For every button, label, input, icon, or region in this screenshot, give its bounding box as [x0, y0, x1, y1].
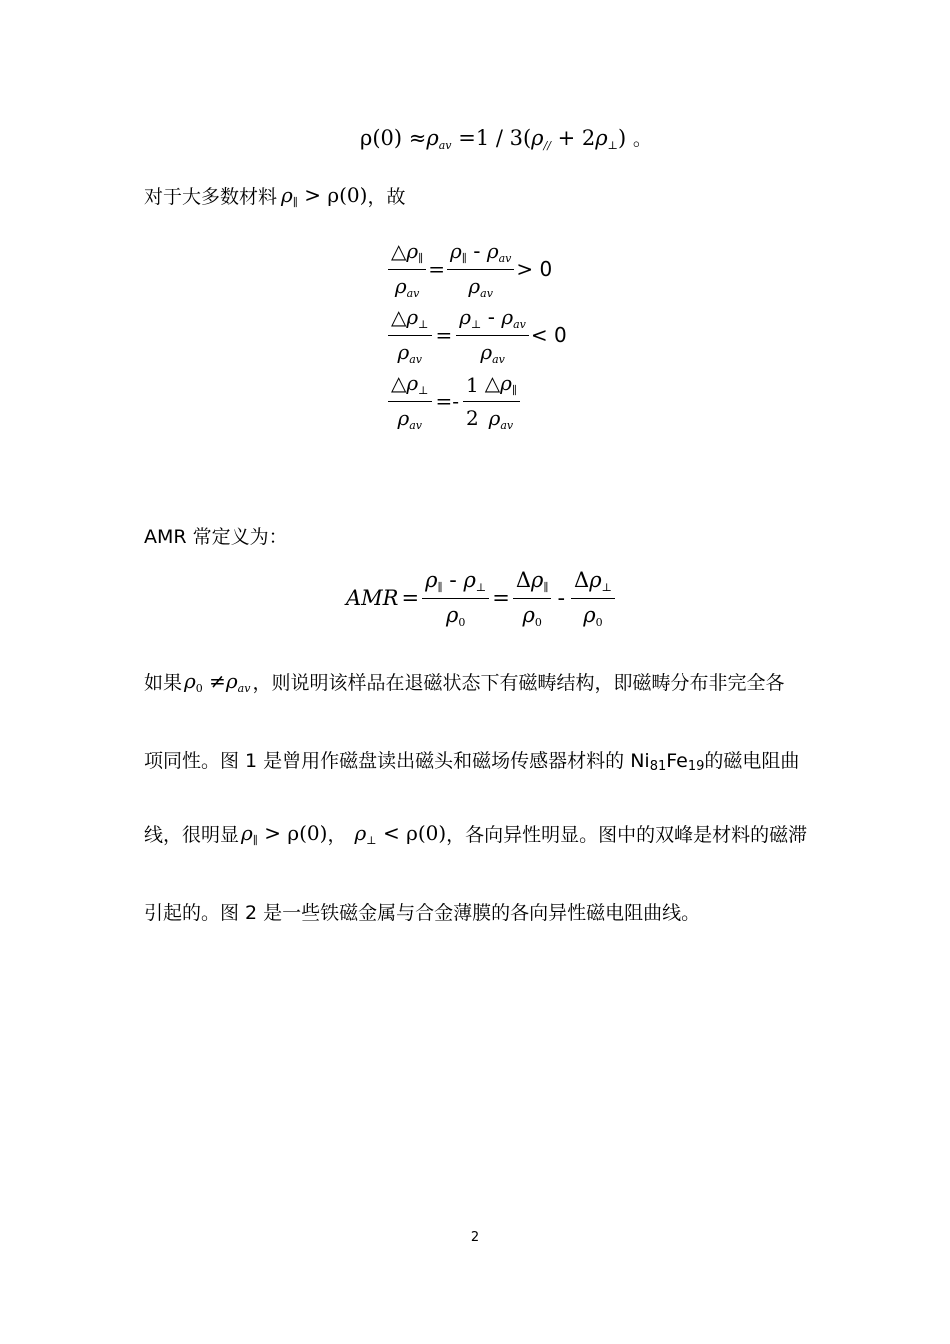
not-equal-sign: ≠ — [209, 668, 226, 693]
equals-sign: = — [435, 323, 453, 347]
approx-sign: ≈ — [408, 126, 427, 150]
equation-rho-zero — [360, 124, 652, 152]
delta-symbol: △ — [391, 238, 407, 263]
fraction — [422, 568, 489, 629]
rho-symbol: ρ — [281, 182, 293, 207]
delta-symbol: △ — [391, 370, 407, 395]
sub-av: av — [406, 286, 420, 300]
amr-intro — [144, 522, 288, 549]
minus-sign: - — [487, 304, 495, 329]
rho-symbol: ρ — [459, 304, 472, 329]
text-line-most-materials — [144, 182, 405, 209]
rho-symbol: ρ — [583, 602, 596, 627]
sub-av: av — [500, 418, 514, 432]
text: 线，很明显 — [144, 824, 240, 846]
sub-parallel: ∥ — [437, 580, 443, 594]
subscript-19: 19 — [687, 759, 705, 774]
lt-sign: < — [382, 820, 400, 845]
text-fe: Fe — [666, 750, 688, 772]
sub-parallel: ∥ — [543, 580, 549, 594]
minus-sign: - — [473, 238, 481, 263]
eq-row-1 — [388, 236, 567, 302]
sub-av: av — [438, 139, 452, 152]
sub-zero: 0 — [534, 615, 542, 629]
fraction — [388, 239, 426, 300]
rho-symbol: ρ — [486, 238, 499, 263]
rho-symbol: ρ — [426, 126, 439, 150]
sub-perp: ⊥ — [418, 383, 429, 397]
close-paren: ) — [617, 126, 627, 150]
fraction — [388, 305, 432, 366]
eq-row-2 — [388, 302, 567, 368]
text: ，则说明该样品在退磁状态下有磁畴结构，即磁畴分布非完全各 — [252, 672, 785, 694]
rho-symbol: ρ — [225, 668, 238, 693]
para-line-4 — [144, 898, 700, 925]
text: 如果 — [144, 672, 183, 694]
equals-sign: = — [492, 586, 510, 610]
sub-zero: 0 — [458, 615, 466, 629]
sub-parallel: ∥ — [461, 251, 467, 265]
sub-av: av — [409, 418, 423, 432]
rho-symbol: ρ — [425, 567, 438, 592]
sub-av: av — [409, 352, 423, 366]
fraction — [388, 371, 432, 432]
rho-symbol: ρ — [468, 273, 481, 298]
period: 。 — [632, 128, 652, 150]
gt-sign: > — [264, 820, 281, 845]
sub-av: av — [498, 251, 512, 265]
text: 引起的。图 2 是一些铁磁金属与合金薄膜的各向异性磁电阻曲线。 — [144, 902, 701, 924]
rho-symbol: ρ — [480, 339, 493, 364]
rho-symbol: ρ — [522, 602, 535, 627]
rho-symbol: ρ — [589, 567, 602, 592]
rho-symbol: ρ — [397, 405, 410, 430]
rho-symbol: ρ — [241, 820, 253, 845]
sub-perp: ⊥ — [418, 317, 429, 331]
para-line-2 — [144, 746, 799, 774]
text: ，各向异性明显。图中的双峰是材料的磁滞 — [446, 824, 808, 846]
rho-zero: ρ(0) — [360, 126, 403, 150]
rho-zero: ρ(0) — [287, 820, 328, 845]
fraction — [571, 568, 615, 629]
fraction-one-half — [463, 373, 482, 430]
amr-label: AMR — [346, 586, 399, 610]
rho-symbol: ρ — [531, 126, 544, 150]
fraction — [482, 371, 520, 432]
rho-symbol: ρ — [406, 304, 419, 329]
equals-sign: = — [428, 257, 446, 281]
rho-symbol: ρ — [397, 339, 410, 364]
rhs-gt-zero: > 0 — [516, 257, 553, 281]
rho-symbol: ρ — [406, 238, 419, 263]
sub-perp: ⊥ — [601, 580, 612, 594]
equals-sign: = — [401, 586, 420, 610]
sub-perp: ⊥ — [471, 317, 482, 331]
sub-parallel: // — [543, 139, 551, 152]
sub-zero: 0 — [195, 681, 203, 695]
rho-symbol: ρ — [501, 304, 514, 329]
sub-av: av — [513, 317, 526, 331]
page-number-text: 2 — [470, 1230, 480, 1245]
subscript-81: 81 — [649, 759, 667, 774]
text-before: 对于大多数材料 — [144, 186, 278, 208]
rho-symbol: ρ — [406, 370, 419, 395]
sub-av: av — [492, 352, 505, 366]
para-line-3 — [144, 820, 807, 847]
equals-minus: =- — [435, 389, 460, 413]
equation-block — [388, 236, 567, 434]
sub-parallel: ∥ — [511, 383, 518, 397]
sub-zero: 0 — [595, 615, 603, 629]
rho-symbol: ρ — [450, 238, 462, 263]
sub-parallel: ∥ — [252, 833, 258, 847]
sub-parallel: ∥ — [292, 195, 298, 209]
rho-zero: ρ(0) — [406, 820, 447, 845]
comma: ， — [327, 824, 347, 846]
plus-two: + 2 — [550, 126, 596, 150]
fraction — [513, 568, 552, 629]
inline-math-rho-par-gt — [281, 183, 367, 209]
sub-perp: ⊥ — [366, 833, 377, 847]
delta-symbol: △ — [391, 304, 407, 329]
rho-symbol: ρ — [354, 820, 367, 845]
text: 的磁电阻曲 — [704, 750, 800, 772]
eq-row-3 — [388, 368, 567, 434]
sub-av: av — [237, 681, 251, 695]
minus-sign: - — [449, 567, 457, 592]
amr-equation — [346, 565, 615, 631]
text: 项同性。图 1 是曾用作磁盘读出磁头和磁场传感器材料的 Ni — [144, 750, 650, 772]
inline-math-rho0-ne-rhoav — [184, 669, 250, 695]
inline-math-rho-par-gt — [241, 821, 327, 847]
sub-av: av — [480, 286, 493, 300]
sub-perp: ⊥ — [475, 580, 487, 594]
minus-sign: - — [557, 586, 566, 610]
rho-symbol: ρ — [488, 405, 501, 430]
amr-intro-text: AMR 常定义为： — [144, 526, 288, 548]
equals-one-third: =1 / 3( — [458, 126, 532, 150]
rho-symbol: ρ — [595, 126, 608, 150]
gt-sign: > — [304, 182, 321, 207]
fraction — [447, 239, 514, 300]
delta-symbol: Δ — [574, 567, 590, 592]
delta-symbol: △ — [484, 370, 501, 395]
delta-symbol: Δ — [515, 567, 531, 592]
numerator-one: 1 — [463, 373, 482, 402]
rho-symbol: ρ — [184, 668, 196, 693]
rhs-lt-zero: < 0 — [530, 323, 567, 347]
text-after: ，故 — [367, 186, 406, 208]
rho-zero: ρ(0) — [327, 182, 368, 207]
rho-symbol: ρ — [531, 567, 544, 592]
sub-perp: ⊥ — [607, 139, 618, 152]
fraction — [456, 305, 529, 366]
rho-symbol: ρ — [394, 273, 407, 298]
inline-math-rho-perp-lt — [354, 821, 446, 847]
denominator-two: 2 — [466, 405, 479, 430]
sub-parallel: ∥ — [418, 251, 424, 265]
rho-symbol: ρ — [500, 370, 512, 395]
rho-symbol: ρ — [445, 602, 459, 627]
rho-symbol: ρ — [463, 567, 476, 592]
para-line-1 — [144, 668, 784, 695]
page-number — [0, 1230, 950, 1245]
